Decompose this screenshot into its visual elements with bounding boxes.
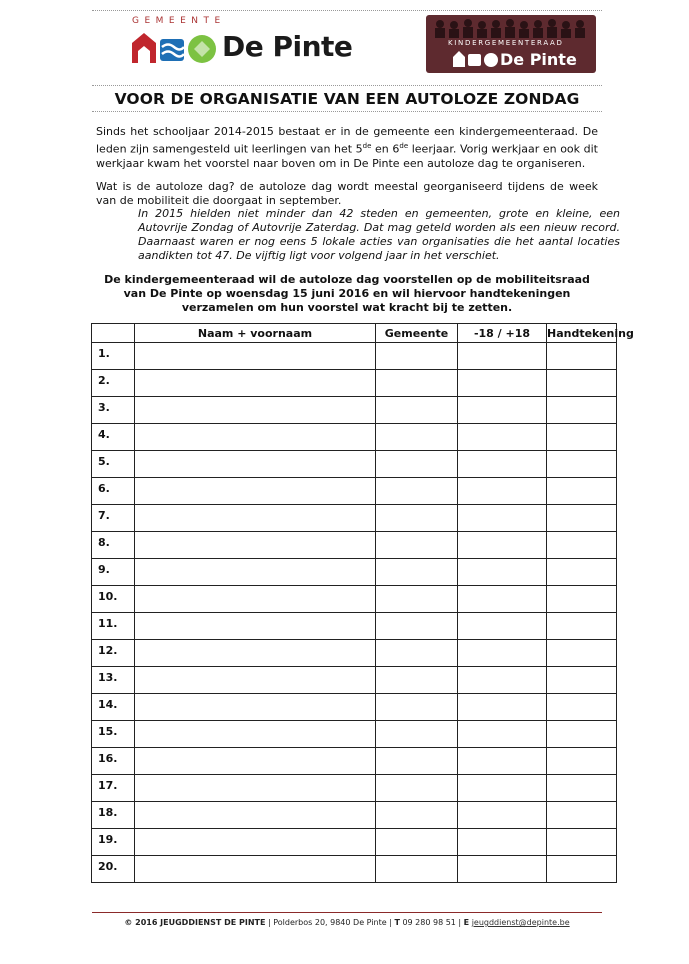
age-cell[interactable] <box>458 667 547 694</box>
age-cell[interactable] <box>458 613 547 640</box>
age-cell[interactable] <box>458 532 547 559</box>
title-top-rule <box>92 85 602 86</box>
gemeente-cell[interactable] <box>376 559 458 586</box>
footer-address: | Polderbos 20, 9840 De Pinte | <box>265 918 395 927</box>
gemeente-cell[interactable] <box>376 532 458 559</box>
row-number: 11. <box>92 613 135 640</box>
row-number: 13. <box>92 667 135 694</box>
gemeente-cell[interactable] <box>376 424 458 451</box>
signature-cell[interactable] <box>547 397 617 424</box>
name-cell[interactable] <box>135 505 376 532</box>
table-row <box>92 559 617 586</box>
title-bottom-rule <box>92 111 602 112</box>
gemeente-cell[interactable] <box>376 856 458 883</box>
footer-phone-label: T <box>394 918 400 927</box>
age-cell[interactable] <box>458 586 547 613</box>
signature-cell[interactable] <box>547 370 617 397</box>
name-cell[interactable] <box>135 640 376 667</box>
row-number: 15. <box>92 721 135 748</box>
age-cell[interactable] <box>458 802 547 829</box>
age-cell[interactable] <box>458 775 547 802</box>
gemeente-logo-icon <box>130 31 220 65</box>
footer-phone: 09 280 98 51 | <box>399 918 464 927</box>
row-number: 2. <box>92 370 135 397</box>
signature-cell[interactable] <box>547 532 617 559</box>
age-cell[interactable] <box>458 559 547 586</box>
name-cell[interactable] <box>135 559 376 586</box>
age-cell[interactable] <box>458 694 547 721</box>
gemeente-cell[interactable] <box>376 343 458 370</box>
signature-cell[interactable] <box>547 640 617 667</box>
age-cell[interactable] <box>458 748 547 775</box>
row-number: 6. <box>92 478 135 505</box>
column-header <box>92 324 135 343</box>
table-row <box>92 343 617 370</box>
crowd-silhouette-icon <box>432 18 590 38</box>
table-row <box>92 397 617 424</box>
gemeente-cell[interactable] <box>376 505 458 532</box>
gemeente-cell[interactable] <box>376 748 458 775</box>
table-header-row <box>92 324 617 343</box>
statistics-paragraph: In 2015 hielden niet minder dan 42 steden en gemeenten, grote en kleine, een Autovrije Zondag of Autovrije Zaterdag. Dat mag geteld worden als een nieuw record. Daarnaast waren er nog eens 5 lokale acties van organisaties die het aantal locaties aandikten tot 47. De vijftig ligt voor volgend jaar in het verschiet. <box>138 207 620 262</box>
age-cell[interactable] <box>458 856 547 883</box>
intro-paragraph: Sinds het schooljaar 2014-2015 bestaat er in de gemeente een kindergemeenteraad. De leden zijn samengesteld uit leerlingen van het 5de en 6de leerjaar. Vorig werkjaar en ook dit werkjaar kwam het voorstel naar boven om in De Pinte een autoloze dag te organiseren. <box>96 125 598 170</box>
signature-cell[interactable] <box>547 478 617 505</box>
column-header: Gemeente <box>376 324 458 343</box>
table-row <box>92 640 617 667</box>
row-number: 8. <box>92 532 135 559</box>
name-cell[interactable] <box>135 802 376 829</box>
name-cell[interactable] <box>135 586 376 613</box>
gemeente-logo <box>124 16 354 66</box>
signature-cell[interactable] <box>547 802 617 829</box>
row-number: 17. <box>92 775 135 802</box>
gemeente-cell[interactable] <box>376 451 458 478</box>
table-row <box>92 586 617 613</box>
municipality-name: De Pinte <box>222 30 353 63</box>
signature-cell[interactable] <box>547 748 617 775</box>
footer-copyright: © 2016 JEUGDDIENST DE PINTE <box>124 918 266 927</box>
name-cell[interactable] <box>135 721 376 748</box>
table-row <box>92 667 617 694</box>
signature-cell[interactable] <box>547 586 617 613</box>
row-number: 10. <box>92 586 135 613</box>
name-cell[interactable] <box>135 748 376 775</box>
definition-paragraph: Wat is de autoloze dag? de autoloze dag wordt meestal georganiseerd tijdens de week van de mobiliteit die doorgaat in september. <box>96 180 598 207</box>
row-number: 4. <box>92 424 135 451</box>
age-cell[interactable] <box>458 478 547 505</box>
signature-cell[interactable] <box>547 856 617 883</box>
row-number: 3. <box>92 397 135 424</box>
name-cell[interactable] <box>135 694 376 721</box>
table-row <box>92 856 617 883</box>
table-row <box>92 424 617 451</box>
gemeente-cell[interactable] <box>376 694 458 721</box>
top-dotted-rule <box>92 10 602 11</box>
name-cell[interactable] <box>135 829 376 856</box>
signature-cell[interactable] <box>547 505 617 532</box>
age-cell[interactable] <box>458 397 547 424</box>
table-row <box>92 694 617 721</box>
footer-email-link[interactable]: jeugddienst@depinte.be <box>471 918 570 927</box>
name-cell[interactable] <box>135 667 376 694</box>
name-cell[interactable] <box>135 370 376 397</box>
age-cell[interactable] <box>458 451 547 478</box>
row-number: 9. <box>92 559 135 586</box>
age-cell[interactable] <box>458 343 547 370</box>
row-number: 7. <box>92 505 135 532</box>
table-row <box>92 748 617 775</box>
gemeente-cell[interactable] <box>376 586 458 613</box>
row-number: 20. <box>92 856 135 883</box>
signature-table <box>91 323 634 883</box>
council-logo-icon <box>452 50 500 68</box>
row-number: 19. <box>92 829 135 856</box>
signature-cell[interactable] <box>547 721 617 748</box>
name-cell[interactable] <box>135 451 376 478</box>
signature-cell[interactable] <box>547 424 617 451</box>
age-cell[interactable] <box>458 829 547 856</box>
gemeente-cell[interactable] <box>376 397 458 424</box>
table-row <box>92 451 617 478</box>
gemeente-cell[interactable] <box>376 370 458 397</box>
row-number: 18. <box>92 802 135 829</box>
proposal-paragraph: De kindergemeenteraad wil de autoloze dag voorstellen op de mobiliteitsraad van De Pinte op woensdag 15 juni 2016 en wil hiervoor handtekeningen verzamelen om hun voorstel wat kracht bij te zetten. <box>104 273 590 314</box>
gemeente-cell[interactable] <box>376 640 458 667</box>
name-cell[interactable] <box>135 424 376 451</box>
footer-rule <box>92 912 602 913</box>
age-cell[interactable] <box>458 721 547 748</box>
footer-email-label: E <box>463 918 470 927</box>
gemeente-cell[interactable] <box>376 775 458 802</box>
signature-cell[interactable] <box>547 775 617 802</box>
gemeente-cell[interactable] <box>376 478 458 505</box>
name-cell[interactable] <box>135 775 376 802</box>
age-cell[interactable] <box>458 370 547 397</box>
signature-cell[interactable] <box>547 343 617 370</box>
gemeente-cell[interactable] <box>376 667 458 694</box>
column-header: -18 / +18 <box>458 324 547 343</box>
table-row <box>92 505 617 532</box>
page-title: VOOR DE ORGANISATIE VAN EEN AUTOLOZE ZONDAG <box>114 90 580 108</box>
name-cell[interactable] <box>135 478 376 505</box>
table-row <box>92 775 617 802</box>
gemeente-cell[interactable] <box>376 613 458 640</box>
column-header: Naam + voornaam <box>135 324 376 343</box>
table-row <box>92 370 617 397</box>
signature-cell[interactable] <box>547 829 617 856</box>
signature-cell[interactable] <box>547 451 617 478</box>
name-cell[interactable] <box>135 532 376 559</box>
row-number: 14. <box>92 694 135 721</box>
kindergemeenteraad-logo <box>426 15 596 73</box>
footer <box>92 918 602 927</box>
table-row <box>92 532 617 559</box>
signature-cell[interactable] <box>547 613 617 640</box>
signature-cell[interactable] <box>547 559 617 586</box>
row-number: 12. <box>92 640 135 667</box>
gemeente-cell[interactable] <box>376 802 458 829</box>
gemeente-cell[interactable] <box>376 721 458 748</box>
row-number: 5. <box>92 451 135 478</box>
table-row <box>92 829 617 856</box>
row-number: 1. <box>92 343 135 370</box>
age-cell[interactable] <box>458 640 547 667</box>
age-cell[interactable] <box>458 505 547 532</box>
gemeente-cell[interactable] <box>376 829 458 856</box>
table-row <box>92 721 617 748</box>
name-cell[interactable] <box>135 397 376 424</box>
column-header: Handtekening <box>547 324 617 343</box>
table-row <box>92 802 617 829</box>
table-row <box>92 478 617 505</box>
age-cell[interactable] <box>458 424 547 451</box>
name-cell[interactable] <box>135 613 376 640</box>
signature-cell[interactable] <box>547 694 617 721</box>
table-row <box>92 613 617 640</box>
council-label: KINDERGEMEENTERAAD <box>448 39 564 47</box>
council-name: De Pinte <box>500 50 577 69</box>
name-cell[interactable] <box>135 856 376 883</box>
signature-cell[interactable] <box>547 667 617 694</box>
row-number: 16. <box>92 748 135 775</box>
name-cell[interactable] <box>135 343 376 370</box>
gemeente-label: GEMEENTE <box>132 16 226 26</box>
